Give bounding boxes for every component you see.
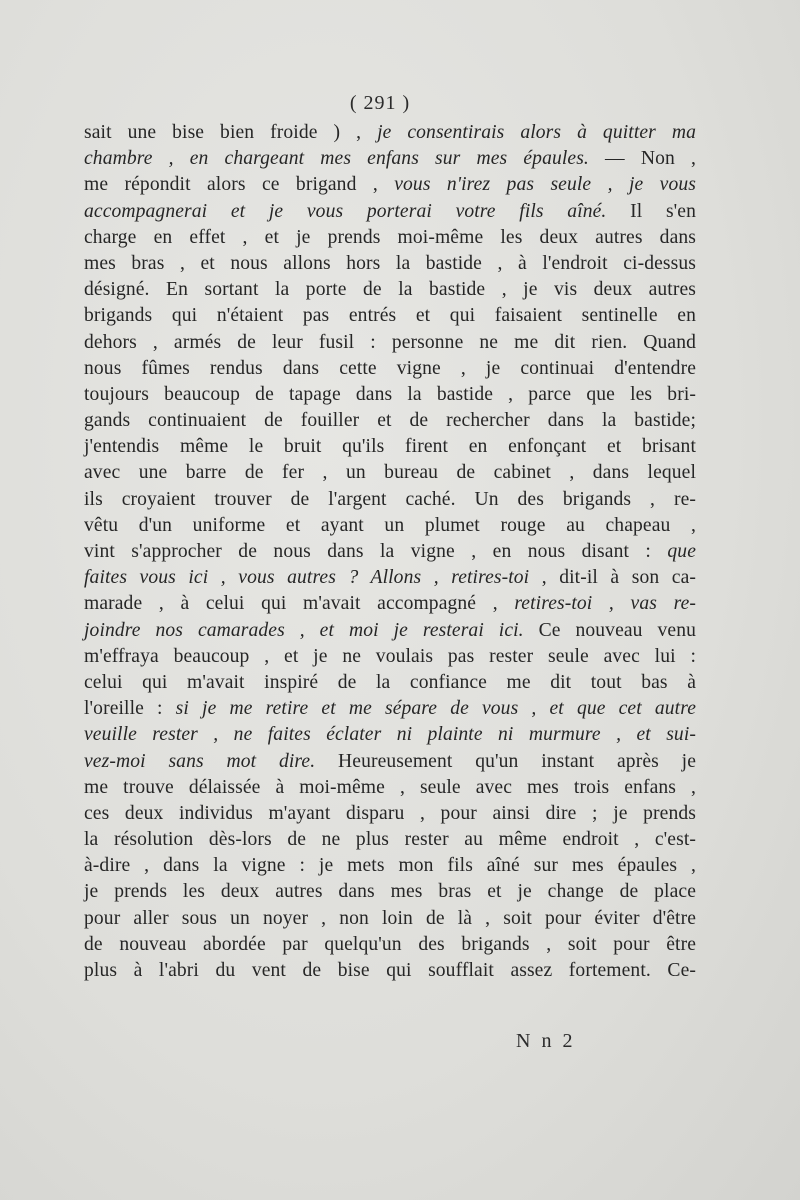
body-text (84, 120, 696, 984)
text-line (84, 434, 696, 460)
text-span: Il s'en (606, 200, 696, 222)
text-span: toujours beaucoup de tapage dans la bastide , parce que les bri- (84, 383, 696, 405)
text-line (84, 670, 696, 696)
italic-text: veuille rester , ne faites éclater ni plainte ni murmure , et sui- (84, 724, 696, 746)
text-line (84, 853, 696, 879)
text-span: nous fûmes rendus dans cette vigne , je continuai d'entendre (84, 357, 696, 379)
text-span: charge en effet , et je prends moi-même les deux autres dans (84, 226, 696, 248)
text-span: gands continuaient de fouiller et de rechercher dans la bastide; (84, 410, 696, 432)
page-number: ( 291 ) (349, 92, 411, 114)
text-line (84, 722, 696, 748)
text-block (84, 88, 696, 984)
text-line (84, 172, 696, 198)
text-line (84, 591, 696, 617)
italic-text: vous n'irez pas seule , je vous (394, 174, 696, 196)
text-span: me trouve délaissée à moi-même , seule avec mes trois enfans , (84, 776, 696, 798)
text-line (84, 932, 696, 958)
text-line (84, 356, 696, 382)
text-line (84, 749, 696, 775)
text-line (84, 958, 696, 984)
text-span: — Non , (588, 148, 697, 170)
text-line (84, 565, 696, 591)
italic-text: que (667, 541, 696, 562)
text-span: j'entendis même le bruit qu'ils firent en enfonçant et brisant (84, 436, 696, 458)
text-span: plus à l'abri du vent de bise qui soufflait assez fortement. Ce- (84, 960, 696, 981)
italic-text: vez-moi sans mot dire. (84, 750, 316, 772)
italic-text: faites vous ici , vous autres ? Allons , retires-toi (84, 567, 530, 589)
text-line (84, 199, 696, 225)
italic-text: chambre , en chargeant mes enfans sur mes épaules. (84, 148, 589, 170)
text-line (84, 906, 696, 932)
text-line (84, 225, 696, 251)
text-line (84, 487, 696, 513)
text-span: , dit-il à son ca- (529, 567, 696, 589)
text-span: mes bras , et nous allons hors la bastide , à l'endroit ci-dessus (84, 252, 696, 274)
text-line (84, 330, 696, 356)
signature-mark: N n 2 (516, 1030, 576, 1052)
text-span: la résolution dès-lors de ne plus rester au même endroit , c'est- (84, 829, 696, 851)
text-line (84, 120, 696, 146)
text-span: marade , à celui qui m'avait accompagné , (84, 593, 515, 615)
text-span: m'effraya beaucoup , et je ne voulais pas rester seule avec lui : (84, 645, 696, 667)
text-line (84, 775, 696, 801)
italic-text: si je me retire et me sépare de vous , et que cet autre (175, 698, 697, 720)
text-span: Heureusement qu'un instant après je (315, 750, 696, 772)
text-line (84, 146, 696, 172)
text-span: à-dire , dans la vigne : je mets mon fils aîné sur mes épaules , (84, 855, 696, 877)
italic-text: je consentirais alors à quitter ma (377, 122, 696, 143)
text-line (84, 879, 696, 905)
text-span: vint s'approcher de nous dans la vigne , en nous disant : (84, 541, 668, 562)
text-line (84, 644, 696, 670)
text-span: vêtu d'un uniforme et ayant un plumet rouge au chapeau , (84, 514, 696, 536)
italic-text: accompagnerai et je vous porterai votre fils aîné. (84, 200, 607, 222)
text-line (84, 618, 696, 644)
text-span: pour aller sous un noyer , non loin de là , soit pour éviter d'être (84, 907, 696, 929)
text-line (84, 460, 696, 486)
text-line (84, 801, 696, 827)
italic-text: retires-toi , vas re- (514, 593, 696, 615)
text-line (84, 539, 696, 565)
text-span: l'oreille : (84, 698, 176, 720)
text-span: avec une barre de fer , un bureau de cabinet , dans lequel (84, 462, 696, 484)
text-line (84, 251, 696, 277)
text-line (84, 696, 696, 722)
text-span: celui qui m'avait inspiré de la confiance me dit tout bas à (84, 671, 696, 693)
text-span: désigné. En sortant la porte de la bastide , je vis deux autres (84, 279, 696, 301)
italic-text: joindre nos camarades , et moi je resterai ici. (84, 619, 524, 641)
text-span: brigands qui n'étaient pas entrés et qui faisaient sentinelle en (84, 305, 696, 327)
text-span: me répondit alors ce brigand , (84, 174, 395, 196)
text-line (84, 382, 696, 408)
text-line (84, 513, 696, 539)
text-line (84, 827, 696, 853)
text-span: ils croyaient trouver de l'argent caché. Un des brigands , re- (84, 488, 696, 510)
text-line (84, 408, 696, 434)
text-span: je prends les deux autres dans mes bras et je change de place (84, 881, 696, 903)
text-span: Ce nouveau venu (523, 619, 696, 641)
text-line (84, 303, 696, 329)
text-line (84, 277, 696, 303)
text-span: dehors , armés de leur fusil : personne ne me dit rien. Quand (84, 331, 696, 353)
text-span: ces deux individus m'ayant disparu , pour ainsi dire ; je prends (84, 802, 696, 824)
text-span: de nouveau abordée par quelqu'un des brigands , soit pour être (84, 933, 696, 955)
text-span: sait une bise bien froide ) , (84, 122, 378, 143)
